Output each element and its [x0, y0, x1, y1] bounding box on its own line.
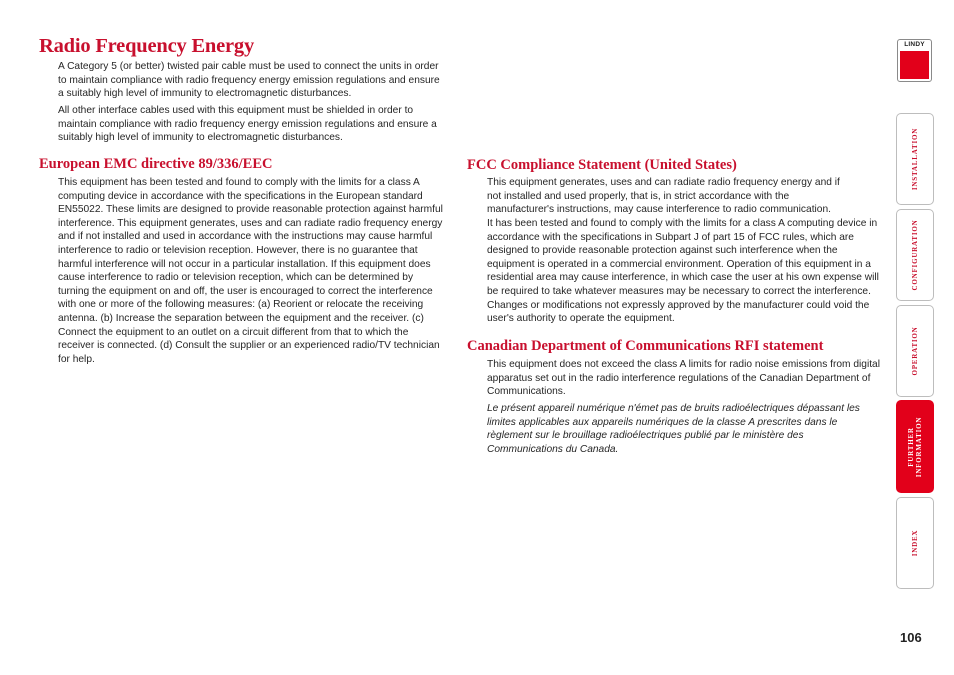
european-heading: European EMC directive 89/336/EEC — [39, 156, 273, 172]
tab-further-information[interactable] — [896, 400, 934, 493]
fcc-paragraph-1: This equipment generates, uses and can radiate radio frequency energy and if not installed and used properly, that is, in strict accordance with the manufacturer's instructions, may cause interference to radio communication. — [487, 177, 840, 216]
logo-text: LINDY — [904, 41, 925, 48]
intro-paragraph-1: A Category 5 (or better) twisted pair cable must be used to connect the units in order to maintain compliance with radio frequency energy emission regulations and ensure a suitably high level of immunity to electromagnetic disturbances. — [58, 61, 440, 100]
european-body: This equipment has been tested and found to comply with the limits for a class A computing device in accordance with the specifications in the European standard EN55022. These limits are designed to provide reasonable protection against harmful interference. This equipment generates, uses and can radiate radio frequency energy and if not installed and used in accordance with the instructions may cause harmful interference to radio or television reception. However, there is no guarantee that harmful interference will not occur in a particular installation. If this equipment does cause interference to radio or television reception, which can be determined by turning the equipment on and off, the user is encouraged to correct the interference with one or more of the following measures: (a) Reorient or relocate the receiving antenna. (b) Increase the separation between the equipment and the receiver. (c) Connect the equipment to an outlet on a circuit different from that to which the receiver is connected. (d) Consult the supplier or an experienced radio/TV technician for help. — [58, 177, 443, 365]
tab-further-line-1: FURTHER — [907, 426, 915, 467]
lindy-logo — [897, 39, 932, 82]
tab-further-line-2: INFORMATION — [915, 416, 923, 477]
tab-configuration[interactable] — [896, 209, 934, 301]
tab-operation-label: OPERATION — [911, 326, 919, 376]
tab-installation[interactable] — [896, 113, 934, 205]
fcc-paragraph-2: It has been tested and found to comply with the limits for a class A computing device in accordance with the specifications in Subpart J of part 15 of FCC rules, which are designed to provide reasonable protection against such interference when the equipment is operated in a commercial environment. Operation of this equipment in a residential area may cause interference, in which case the user at his own expense will be required to take whatever measures may be necessary to correct the interference. Changes or modifications not expressly approved by the manufacturer could void the user's authority to operate the equipment. — [487, 218, 879, 325]
page-number: 106 — [900, 630, 922, 645]
tab-operation[interactable] — [896, 305, 934, 397]
page-title: Radio Frequency Energy — [39, 35, 255, 57]
logo-red-block — [900, 51, 929, 79]
canada-paragraph-1: This equipment does not exceed the class A limits for radio noise emissions from digital apparatus set out in the radio interference regulations of the Canadian Department of Communications. — [487, 359, 880, 398]
intro-paragraph-2: All other interface cables used with this equipment must be shielded in order to maintain compliance with radio frequency energy emission regulations and ensure a suitably high level of immunity to electromagnetic disturbances. — [58, 105, 437, 144]
tab-configuration-label: CONFIGURATION — [911, 219, 919, 291]
fcc-heading: FCC Compliance Statement (United States) — [467, 157, 737, 173]
tab-index[interactable] — [896, 497, 934, 589]
tab-installation-label: INSTALLATION — [911, 127, 919, 191]
canada-paragraph-2-french: Le présent appareil numérique n'émet pas de bruits radioélectriques dépassant les limites applicables aux appareils numériques de la classe A prescrites dans le règlement sur le brouillage radioélectriques publié par le ministère des Communications du Canada. — [487, 403, 860, 455]
tab-index-label: INDEX — [911, 529, 919, 557]
tab-further-information-label — [907, 416, 923, 476]
canada-heading: Canadian Department of Communications RFI statement — [467, 338, 824, 354]
